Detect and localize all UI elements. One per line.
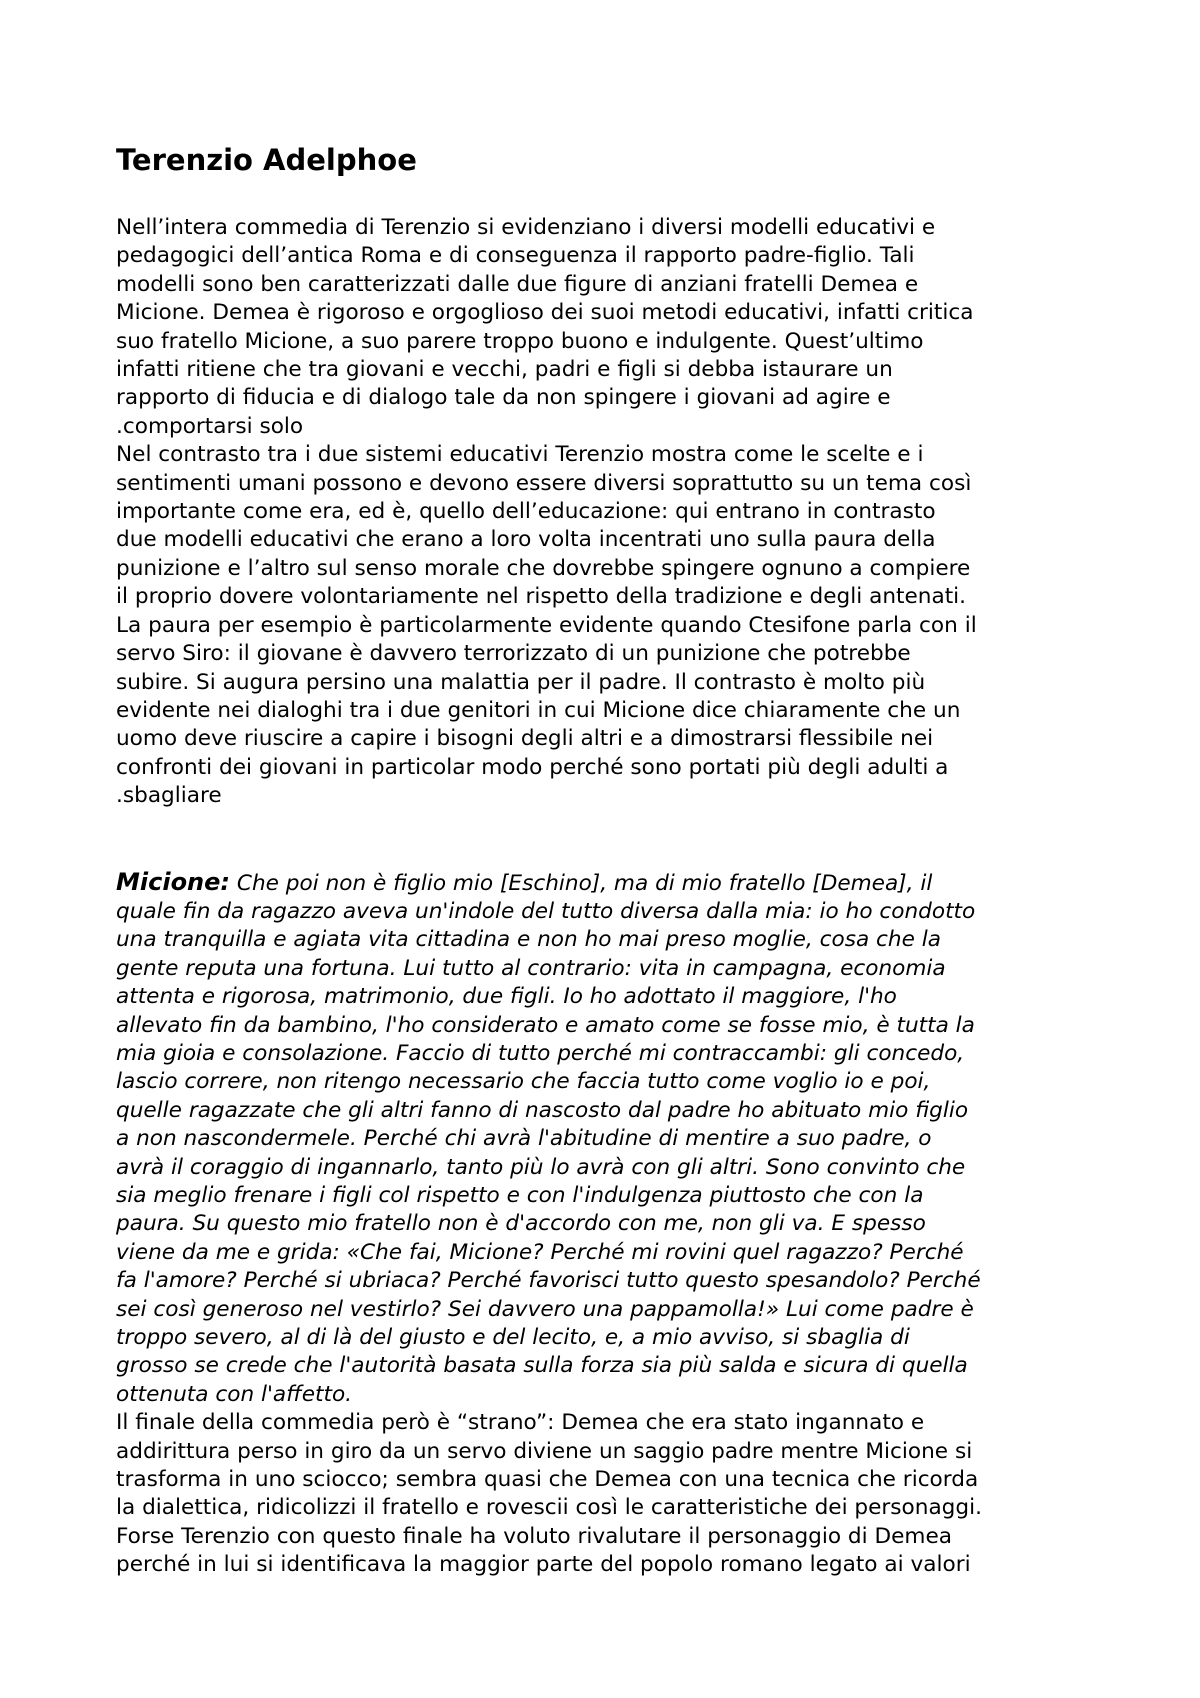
text-line: rapporto di fiducia e di dialogo tale da non spingere i giovani ad agire e [116,385,891,411]
quote-line: troppo severo, al di là del giusto e del lecito, e, a mio avviso, si sbaglia di [116,1325,910,1351]
text-line: addirittura perso in giro da un servo diviene un saggio padre mentre Micione si [116,1438,973,1464]
quote-line: fa l'amore? Perché si ubriaca? Perché favorisci tutto questo spesandolo? Perché [116,1268,981,1294]
text-line: La paura per esempio è particolarmente evidente quando Ctesifone parla con il [116,612,977,638]
quote-line: attenta e rigorosa, matrimonio, due figli. Io ho adottato il maggiore, l'ho [116,984,897,1010]
text-line: Nel contrasto tra i due sistemi educativi Terenzio mostra come le scelte e i [116,442,924,468]
text-line: trasforma in uno sciocco; sembra quasi che Demea con una tecnica che ricorda [116,1467,979,1493]
text-line: .sbagliare [116,783,222,809]
quote-line: sia meglio frenare i figli col rispetto e con l'indulgenza piuttosto che con la [116,1183,924,1208]
quote-line: una tranquilla e agiata vita cittadina e non ho mai preso moglie, cosa che la [116,927,941,953]
quote-line: mia gioia e consolazione. Faccio di tutto perché mi contraccambi: gli concedo, [116,1040,965,1066]
text-line: la dialettica, ridicolizzi il fratello e rovescii così le caratteristiche dei personaggi. [116,1495,982,1521]
text-line: due modelli educativi che erano a loro volta incentrati uno sulla paura della [116,527,936,553]
quote-line: paura. Su questo mio fratello non è d'accordo con me, non gli va. E spesso [116,1211,926,1237]
text-line: uomo deve riuscire a capire i bisogni degli altri e a dimostrarsi flessibile nei [116,726,934,752]
quote-first-line [116,868,1098,898]
text-line: sentimenti umani possono e devono essere diversi soprattutto su un tema così [116,470,972,496]
quote-line: gente reputa una fortuna. Lui tutto al contrario: vita in campagna, economia [116,955,946,981]
text-line: perché in lui si identificava la maggior parte del popolo romano legato ai valori [116,1552,971,1578]
text-line: infatti ritiene che tra giovani e vecchi, padri e figli si debba istaurare un [116,357,893,383]
text-line: suo fratello Micione, a suo parere troppo buono e indulgente. Quest’ultimo [116,328,924,354]
quote-line: allevato fin da bambino, l'ho considerato e amato come se fosse mio, è tutta la [116,1012,975,1038]
speaker-label: Micione: [116,867,231,896]
quote-line: quale fin da ragazzo aveva un'indole del tutto diversa dalla mia: io ho condotto [116,898,976,924]
text-line: subire. Si augura persino una malattia per il padre. Il contrasto è molto più [116,669,926,695]
micione-quote [116,868,1098,1410]
text-line: .comportarsi solo [116,413,304,439]
text-line: evidente nei dialoghi tra i due genitori in cui Micione dice chiaramente che un [116,697,961,723]
text-line: pedagogici dell’antica Roma e di conseguenza il rapporto padre-figlio. Tali [116,243,915,269]
text-line: Nell’intera commedia di Terenzio si evidenziano i diversi modelli educativi e [116,215,936,240]
text-line: Forse Terenzio con questo finale ha voluto rivalutare il personaggio di Demea [116,1523,952,1549]
text-line: servo Siro: il giovane è davvero terrorizzato di un punizione che potrebbe [116,641,911,667]
text-line: Il finale della commedia però è “strano”: Demea che era stato ingannato e [116,1410,925,1436]
quote-line: viene da me e grida: «Che fai, Micione? Perché mi rovini quel ragazzo? Perché [116,1239,964,1265]
text-line: confronti dei giovani in particolar modo perché sono portati più degli adulti a [116,754,949,780]
quote-line: sei così generoso nel vestirlo? Sei davvero una pappamolla!» Lui come padre è [116,1296,974,1322]
text-line: punizione e l’altro sul senso morale che dovrebbe spingere ognuno a compiere [116,555,971,581]
quote-line: ottenuta con l'affetto. [116,1381,353,1407]
document-body [116,140,1098,1580]
section-spacer [116,811,1098,868]
intro-section [116,214,1098,811]
quote-line: lascio correre, non ritengo necessario che faccia tutto come voglio io e poi, [116,1069,931,1095]
quote-line: a non nascondermele. Perché chi avrà l'abitudine di mentire a suo padre, o [116,1126,932,1152]
text-line: Micione. Demea è rigoroso e orgoglioso dei suoi metodi educativi, infatti critica [116,300,974,326]
text-line: importante come era, ed è, quello dell’educazione: qui entrano in contrasto [116,499,936,525]
text-line: modelli sono ben caratterizzati dalle due figure di anziani fratelli Demea e [116,271,919,297]
quote-line: avrà il coraggio di ingannarlo, tanto più lo avrà con gli altri. Sono convinto che [116,1154,966,1180]
quote-line: grosso se crede che l'autorità basata sulla forza sia più salda e sicura di quella [116,1353,968,1379]
text-line: il proprio dovere volontariamente nel rispetto della tradizione e degli antenati. [116,584,967,610]
closing-section [116,1409,1098,1579]
quote-text: Che poi non è figlio mio [Eschino], ma di mio fratello [Demea], il [230,870,933,896]
document-title: Terenzio Adelphoe [116,143,417,177]
quote-line: quelle ragazzate che gli altri fanno di nascosto dal padre ho abituato mio figlio [116,1097,969,1123]
